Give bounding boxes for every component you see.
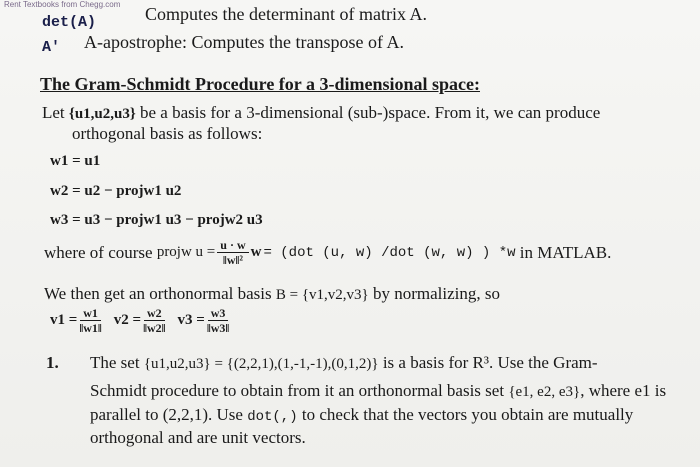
- problem-set-expression: {u1,u2,u3} = {(2,2,1),(1,-1,-1),(0,1,2)}: [143, 356, 379, 372]
- v3-definition: [178, 306, 232, 335]
- normalize-basis: B = {v1,v2,v3}: [275, 287, 369, 303]
- v1-denominator: ‖w1‖: [79, 321, 102, 335]
- normalize-post: by normalizing, so: [372, 284, 500, 303]
- problem-dot-code: dot(,): [247, 409, 298, 425]
- equation-w2: w2 = u2 − projw1 u2: [50, 183, 182, 199]
- normalize-line: [44, 284, 500, 304]
- v2-lhs: v2 =: [113, 312, 142, 328]
- command-det-desc: Computes the determinant of matrix A.: [145, 4, 427, 24]
- problem-e-set: {e1, e2, e3}: [508, 384, 581, 400]
- v1-numerator: w1: [80, 306, 101, 321]
- proj-fraction: [217, 238, 248, 267]
- proj-denominator: ‖w‖²: [222, 253, 243, 267]
- section-title: The Gram-Schmidt Procedure for a 3-dimensional space:: [40, 74, 480, 94]
- proj-suffix: in MATLAB.: [519, 242, 612, 262]
- command-det: det(A): [42, 14, 97, 31]
- v2-fraction: [143, 306, 165, 335]
- projection-definition: [44, 238, 611, 267]
- normalized-vectors: [50, 306, 231, 335]
- watermark: Rent Textbooks from Chegg.com: [4, 0, 121, 9]
- command-transpose: A': [42, 39, 61, 56]
- intro-line1: [42, 103, 600, 123]
- command-transpose-desc: A-apostrophe: Computes the transpose of A.: [84, 32, 404, 52]
- v2-definition: [114, 306, 168, 335]
- v3-denominator: ‖w3‖: [206, 321, 230, 335]
- problem-line1-post: is a basis for R³. Use the Gram-: [382, 353, 598, 372]
- v3-numerator: w3: [208, 306, 229, 321]
- problem-line3: [90, 405, 633, 425]
- intro-line2: orthogonal basis as follows:: [72, 124, 263, 143]
- v3-lhs: v3 =: [177, 312, 205, 328]
- equation-w3: w3 = u3 − projw1 u3 − projw2 u3: [50, 212, 263, 228]
- problem-line4: orthogonal and are unit vectors.: [90, 428, 306, 447]
- intro-line1-rest: be a basis for a 3-dimensional (sub-)space. From it, we can produce: [140, 103, 601, 122]
- problem-line2-pre: Schmidt procedure to obtain from it an orthonormal basis set: [90, 381, 505, 400]
- v1-fraction: [79, 306, 101, 335]
- proj-numerator: u · w: [217, 238, 248, 253]
- problem-number: 1.: [46, 353, 59, 372]
- proj-w: w: [250, 244, 262, 260]
- intro-let: Let: [42, 103, 65, 122]
- v1-lhs: v1 =: [50, 312, 78, 328]
- equation-w1: w1 = u1: [50, 153, 101, 169]
- problem-line1-pre: The set: [90, 353, 140, 372]
- v3-fraction: [207, 306, 229, 335]
- problem-line3-pre: parallel to (2,2,1). Use: [90, 405, 243, 424]
- proj-matlab-code: = (dot (u, w) /dot (w, w) ) *w: [263, 244, 516, 261]
- problem-line2-post: , where e1 is: [580, 381, 667, 400]
- proj-lhs: projw u =: [156, 244, 216, 260]
- proj-prefix: where of course: [44, 242, 153, 262]
- v2-numerator: w2: [144, 306, 165, 321]
- v2-denominator: ‖w2‖: [143, 321, 166, 335]
- normalize-pre: We then get an orthonormal basis: [44, 284, 272, 303]
- problem-line3-post: to check that the vectors you obtain are mutually: [301, 405, 634, 424]
- v1-definition: [50, 306, 104, 335]
- basis-set-u: {u1,u2,u3}: [68, 106, 136, 122]
- problem-line2: [90, 381, 666, 401]
- problem-line1: [90, 353, 598, 373]
